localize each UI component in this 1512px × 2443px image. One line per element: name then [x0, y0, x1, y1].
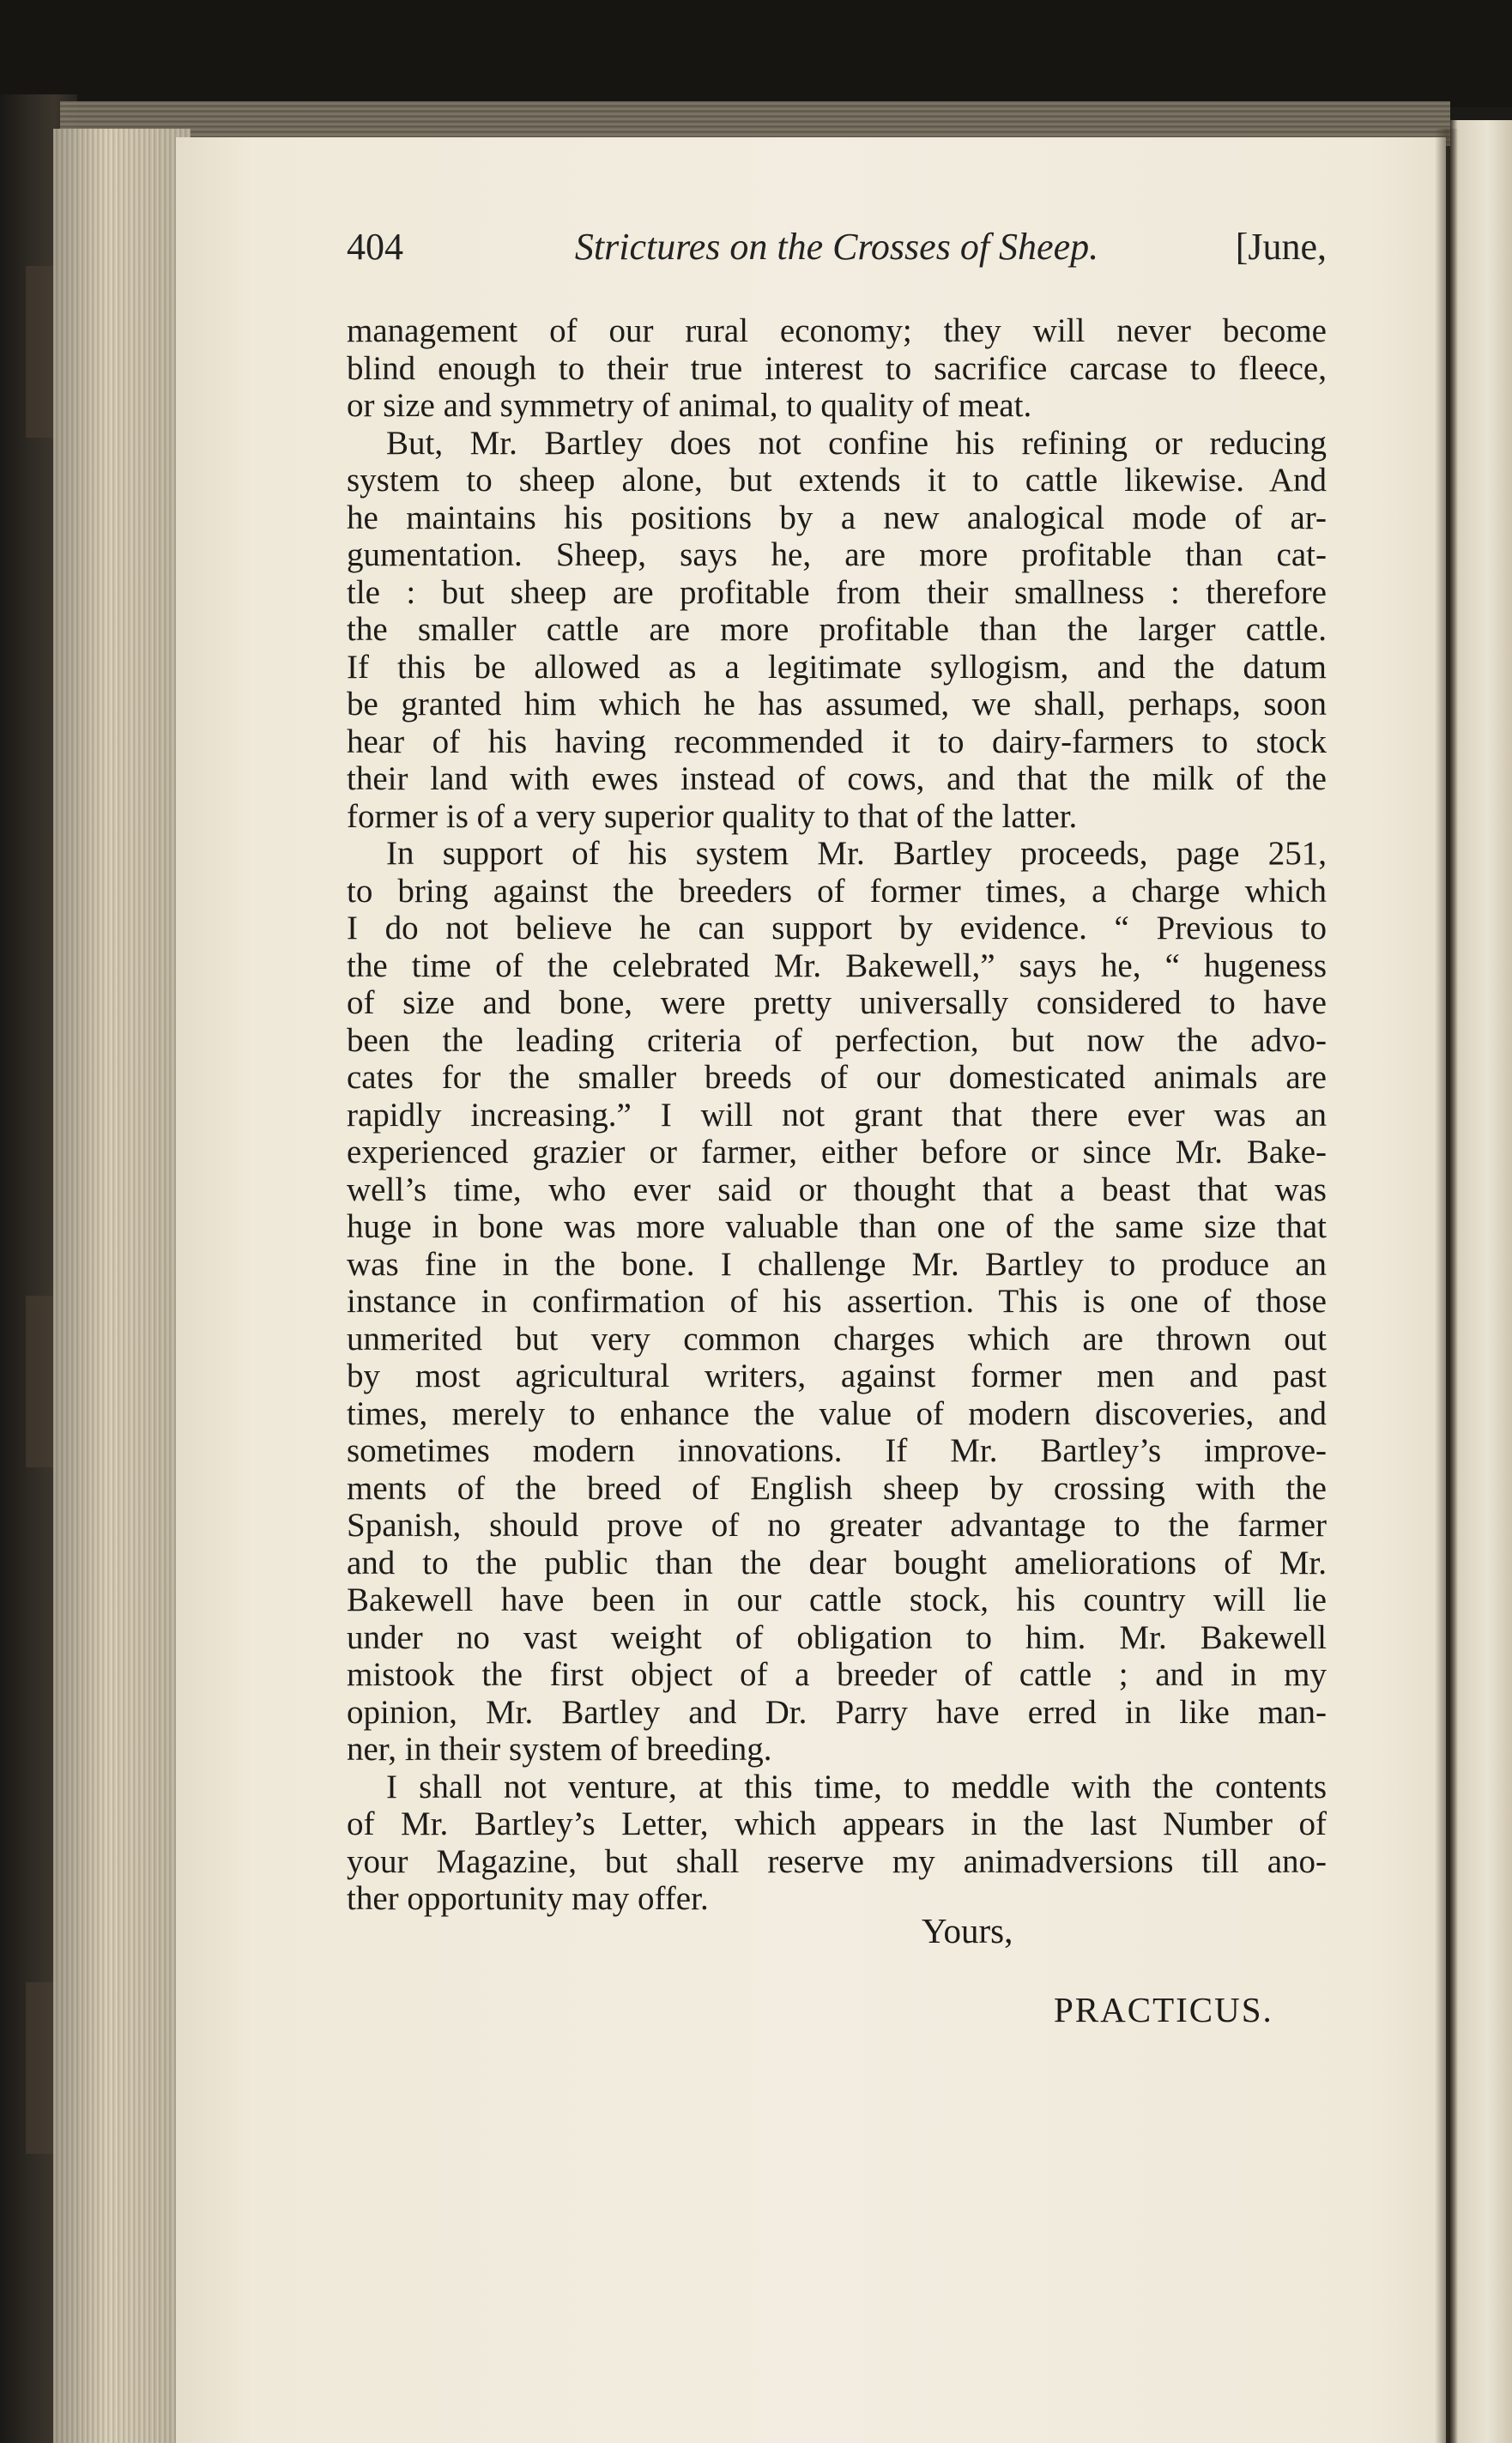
- text-line: he maintains his positions by a new analogical mode of ar-: [347, 499, 1327, 536]
- text-line: blind enough to their true interest to sacrifice carcase to fleece,: [347, 349, 1327, 387]
- text-line: hear of his having recommended it to dairy-farmers to stock: [347, 723, 1327, 760]
- header-month: [June,: [1235, 226, 1327, 268]
- text-line: ments of the breed of English sheep by crossing with the: [347, 1469, 1327, 1507]
- text-line: former is of a very superior quality to that of the latter.: [347, 797, 1078, 835]
- text-line: huge in bone was more valuable than one of the same size that: [347, 1208, 1327, 1245]
- text-line: times, merely to enhance the value of modern discoveries, and: [347, 1394, 1327, 1432]
- text-line: Bakewell have been in our cattle stock, his country will lie: [347, 1581, 1327, 1618]
- text-line: was fine in the bone. I challenge Mr. Bartley to produce an: [347, 1245, 1327, 1283]
- text-line: rapidly increasing.” I will not grant that there ever was an: [347, 1096, 1327, 1134]
- background-top: [0, 0, 1512, 107]
- text-line: of Mr. Bartley’s Letter, which appears in the last Number of: [347, 1805, 1327, 1842]
- facing-page-edge: [1450, 120, 1512, 2443]
- text-line: mistook the first object of a breeder of cattle ; and in my: [347, 1656, 1327, 1693]
- text-line: experienced grazier or farmer, either before or since Mr. Bake-: [347, 1134, 1327, 1170]
- text-line: gumentation. Sheep, says he, are more profitable than cat-: [347, 536, 1327, 573]
- text-line: instance in confirmation of his assertion. This is one of those: [347, 1283, 1327, 1320]
- body-text: [347, 312, 1327, 1918]
- page-stack-left-edge: [53, 129, 191, 2443]
- text-line: by most agricultural writers, against former men and past: [347, 1358, 1327, 1394]
- text-line: your Magazine, but shall reserve my animadversions till ano-: [347, 1842, 1327, 1880]
- text-line: under no vast weight of obligation to him. Mr. Bakewell: [347, 1618, 1327, 1656]
- text-line: ther opportunity may offer.: [347, 1880, 709, 1917]
- text-line: management of our rural economy; they will never become: [347, 312, 1327, 349]
- signature: PRACTICUS.: [1054, 1990, 1273, 2029]
- text-line: the smaller cattle are more profitable than the larger cattle.: [347, 611, 1327, 648]
- text-line: opinion, Mr. Bartley and Dr. Parry have erred in like man-: [347, 1693, 1327, 1731]
- text-line: ner, in their system of breeding.: [347, 1731, 772, 1768]
- text-line: or size and symmetry of animal, to quality of meat.: [347, 387, 1032, 424]
- text-line: If this be allowed as a legitimate syllogism, and the datum: [347, 648, 1327, 686]
- text-line: be granted him which he has assumed, we shall, perhaps, soon: [347, 686, 1327, 723]
- running-title: Strictures on the Crosses of Sheep.: [574, 226, 1099, 268]
- text-line: and to the public than the dear bought ameliorations of Mr.: [347, 1544, 1327, 1581]
- text-line: unmerited but very common charges which are thrown out: [347, 1320, 1327, 1358]
- text-line: In support of his system Mr. Bartley proceeds, page 251,: [386, 835, 1327, 872]
- text-line: to bring against the breeders of former times, a charge which: [347, 872, 1327, 910]
- binding-gutter: [1435, 129, 1459, 2443]
- page-header: [347, 225, 1327, 276]
- text-line: cates for the smaller breeds of our domesticated animals are: [347, 1059, 1327, 1096]
- text-line: of size and bone, were pretty universally considered to have: [347, 984, 1327, 1021]
- salutation: Yours,: [922, 1911, 1013, 1950]
- text-line: their land with ewes instead of cows, and that the milk of the: [347, 760, 1327, 797]
- page-number: 404: [347, 226, 403, 268]
- text-line: been the leading criteria of perfection, but now the advo-: [347, 1021, 1327, 1059]
- text-line: But, Mr. Bartley does not confine his refining or reducing: [386, 424, 1327, 462]
- text-line: the time of the celebrated Mr. Bakewell,” says he, “ hugeness: [347, 946, 1327, 984]
- text-line: well’s time, who ever said or thought that a beast that was: [347, 1170, 1327, 1208]
- text-line: Spanish, should prove of no greater advantage to the farmer: [347, 1507, 1327, 1544]
- text-line: I do not believe he can support by evidence. “ Previous to: [347, 910, 1327, 946]
- text-line: I shall not venture, at this time, to meddle with the contents: [386, 1768, 1327, 1805]
- text-line: sometimes modern innovations. If Mr. Bartley’s improve-: [347, 1432, 1327, 1469]
- text-line: system to sheep alone, but extends it to cattle likewise. And: [347, 462, 1327, 499]
- text-line: tle : but sheep are profitable from their smallness : therefore: [347, 573, 1327, 611]
